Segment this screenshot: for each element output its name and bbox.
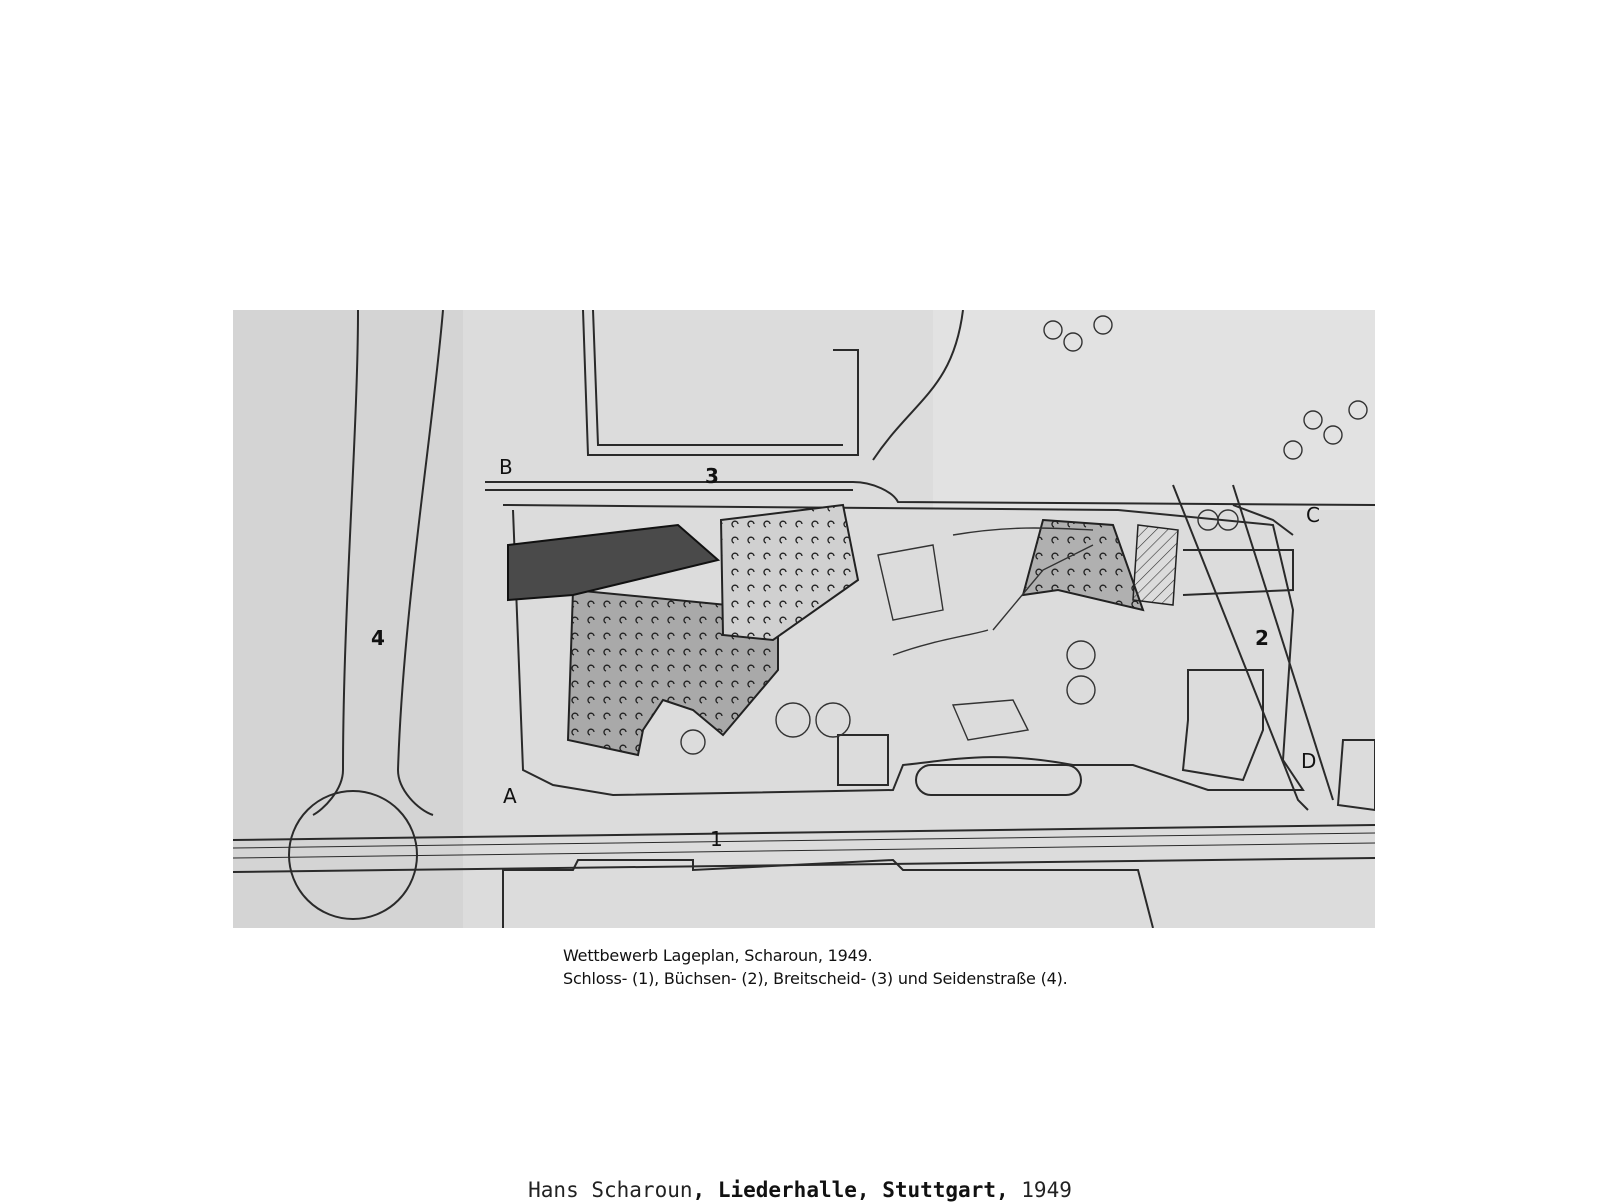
footer-architect: Hans Scharoun [528,1178,693,1202]
slide-footer [0,1178,1600,1202]
label-point-b: B [499,455,513,479]
footer-building: Liederhalle [717,1178,857,1202]
caption-line-2: Schloss- (1), Büchsen- (2), Breitscheid- (3) und Seidenstraße (4). [563,969,1068,988]
label-point-c: C [1306,503,1320,527]
hatched-block [1133,525,1178,605]
label-street-4: 4 [371,626,385,650]
footer-city: Stuttgart [882,1178,996,1202]
label-street-2: 2 [1255,626,1269,650]
label-street-1: 1 [710,827,723,851]
site-plan-drawing [233,310,1375,928]
label-street-3: 3 [705,464,719,488]
footer-sep-3: , [995,1178,1022,1202]
label-point-a: A [503,784,517,808]
caption-line-1: Wettbewerb Lageplan, Scharoun, 1949. [563,946,873,965]
label-point-d: D [1301,749,1317,773]
footer-year: 1949 [1021,1178,1072,1202]
footer-sep-1: , [692,1178,718,1202]
footer-sep-2: , [856,1178,883,1202]
figure-caption [563,944,1263,990]
